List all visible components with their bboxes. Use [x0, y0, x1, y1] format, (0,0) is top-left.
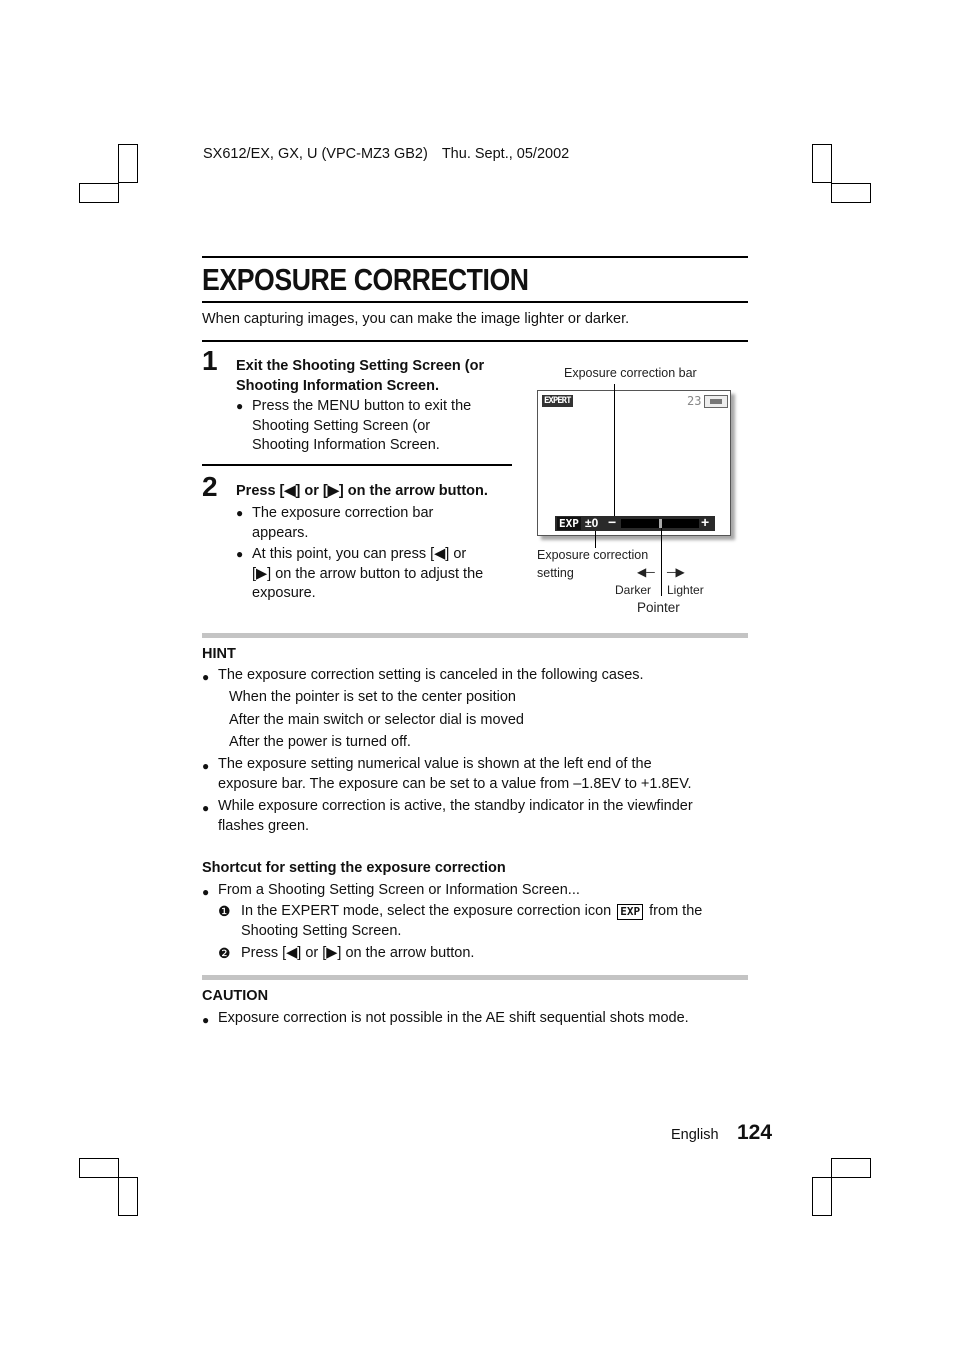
step-1-heading-line: Exit the Shooting Setting Screen (or [236, 358, 485, 374]
title-rule-bottom [202, 301, 748, 303]
hint-case-2: After the main switch or selector dial is moved [229, 712, 524, 728]
pointer-leader-line [661, 528, 662, 596]
shortcut-bullet [202, 880, 748, 901]
bullet-line: Shooting Information Screen. [252, 437, 440, 453]
hint-bullet-1 [202, 665, 748, 686]
step-2-circle-icon: ❷ [218, 945, 231, 961]
step-2-bullet-2 [236, 545, 521, 604]
hint-divider [202, 633, 748, 638]
document-header [203, 146, 569, 162]
crop-mark [79, 1158, 119, 1178]
shortcut-step-1 [218, 901, 748, 941]
exposure-bar-label: Exposure correction bar [564, 366, 697, 380]
page-title: EXPOSURE CORRECTION [202, 262, 529, 297]
bullet-line: appears. [252, 524, 309, 541]
title-rule-top [202, 256, 748, 258]
exposure-setting-label [537, 546, 648, 582]
intro-rule [202, 340, 748, 342]
bullet-icon: ● [236, 399, 244, 413]
bullet-line: Exposure correction is not possible in the AE shift sequential shots mode. [218, 1010, 689, 1026]
bullet-line: [▶] on the arrow button to adjust the [252, 565, 484, 582]
bullet-icon: ● [202, 885, 210, 899]
date-text: Thu. Sept., 05/2002 [441, 146, 570, 162]
crop-mark [831, 183, 871, 203]
crop-mark [118, 144, 138, 183]
hint-case-3: After the power is turned off. [229, 734, 411, 750]
bar-leader-line [614, 384, 615, 518]
step-2-number: 2 [202, 471, 218, 502]
label-line: setting [537, 566, 574, 580]
footer-language: English [671, 1127, 719, 1143]
page-number: 124 [737, 1121, 773, 1144]
crop-mark [812, 144, 832, 183]
bullet-line: While exposure correction is active, the standby indicator in the viewfinder [218, 798, 693, 814]
bullet-line: The exposure setting numerical value is shown at the left end of the [218, 756, 652, 772]
bullet-icon: ● [236, 547, 244, 561]
shortcut-heading: Shortcut for setting the exposure correction [202, 860, 506, 876]
bullet-icon: ● [202, 759, 210, 773]
hint-case-1: When the pointer is set to the center position [229, 689, 516, 705]
bullet-icon: ● [202, 1013, 210, 1027]
hint-bullet-2 [202, 755, 748, 794]
bullet-icon: ● [202, 801, 210, 815]
lighter-label: Lighter [667, 583, 704, 597]
bullet-line: The exposure correction bar [252, 505, 434, 521]
bullet-line: exposure. [252, 585, 316, 601]
exp-icon: EXP [559, 517, 579, 530]
plus-icon: + [701, 514, 710, 530]
caution-bullet [202, 1008, 748, 1029]
step-1-circle-icon: ❶ [218, 903, 231, 919]
bullet-line: From a Shooting Setting Screen or Information Screen... [218, 882, 580, 898]
step-2-heading: Press [◀] or [▶] on the arrow button. [236, 483, 488, 499]
crop-mark [831, 1158, 871, 1178]
pointer-marker [659, 519, 662, 528]
step-1-number: 1 [202, 345, 218, 376]
step-1-heading-line: Shooting Information Screen. [236, 378, 440, 394]
battery-icon [704, 395, 728, 408]
right-arrow-icon: ─▶ [667, 565, 685, 579]
exp-inline-icon: EXP [617, 904, 643, 920]
crop-mark [812, 1177, 832, 1216]
left-arrow-icon: ◀─ [637, 565, 655, 579]
pointer-label: Pointer [637, 600, 680, 615]
step-1-bullet [236, 397, 516, 456]
hint-heading: HINT [202, 646, 236, 662]
bullet-line: exposure bar. The exposure can be set to a value from –1.8EV to +1.8EV. [218, 775, 692, 792]
hint-bullet-3 [202, 797, 748, 836]
step-text: In the EXPERT mode, select the exposure correction icon [241, 903, 612, 919]
bullet-line: The exposure correction setting is canceled in the following cases. [218, 667, 644, 683]
step-text: from the [649, 903, 703, 919]
bullet-line: At this point, you can press [◀] or [252, 546, 467, 562]
intro-text: When capturing images, you can make the image lighter or darker. [202, 311, 630, 327]
minus-icon: − [608, 514, 617, 530]
shots-remaining: 23 [687, 394, 702, 408]
bullet-line: flashes green. [218, 817, 310, 834]
step-text: Press [◀] or [▶] on the arrow button. [241, 945, 475, 961]
shortcut-step-2 [218, 943, 748, 964]
model-text: SX612/EX, GX, U (VPC-MZ3 GB2) [203, 146, 428, 162]
bullet-icon: ● [236, 506, 244, 520]
exposure-correction-bar [555, 516, 715, 531]
bullet-line: Press the MENU button to exit the [252, 398, 472, 414]
exposure-value: ±0 [585, 516, 599, 530]
expert-mode-icon: EXPERT [544, 396, 571, 406]
darker-label: Darker [615, 583, 652, 597]
step-text: Shooting Setting Screen. [241, 923, 402, 939]
crop-mark [79, 183, 119, 203]
label-line: Exposure correction [537, 548, 649, 562]
step-1-heading [236, 356, 484, 396]
crop-mark [118, 1177, 138, 1216]
bullet-icon: ● [202, 670, 210, 684]
bullet-line: Shooting Setting Screen (or [252, 417, 431, 434]
step-divider [202, 464, 512, 466]
step-2-bullet-1 [236, 504, 516, 543]
caution-divider [202, 975, 748, 980]
caution-heading: CAUTION [202, 988, 269, 1004]
